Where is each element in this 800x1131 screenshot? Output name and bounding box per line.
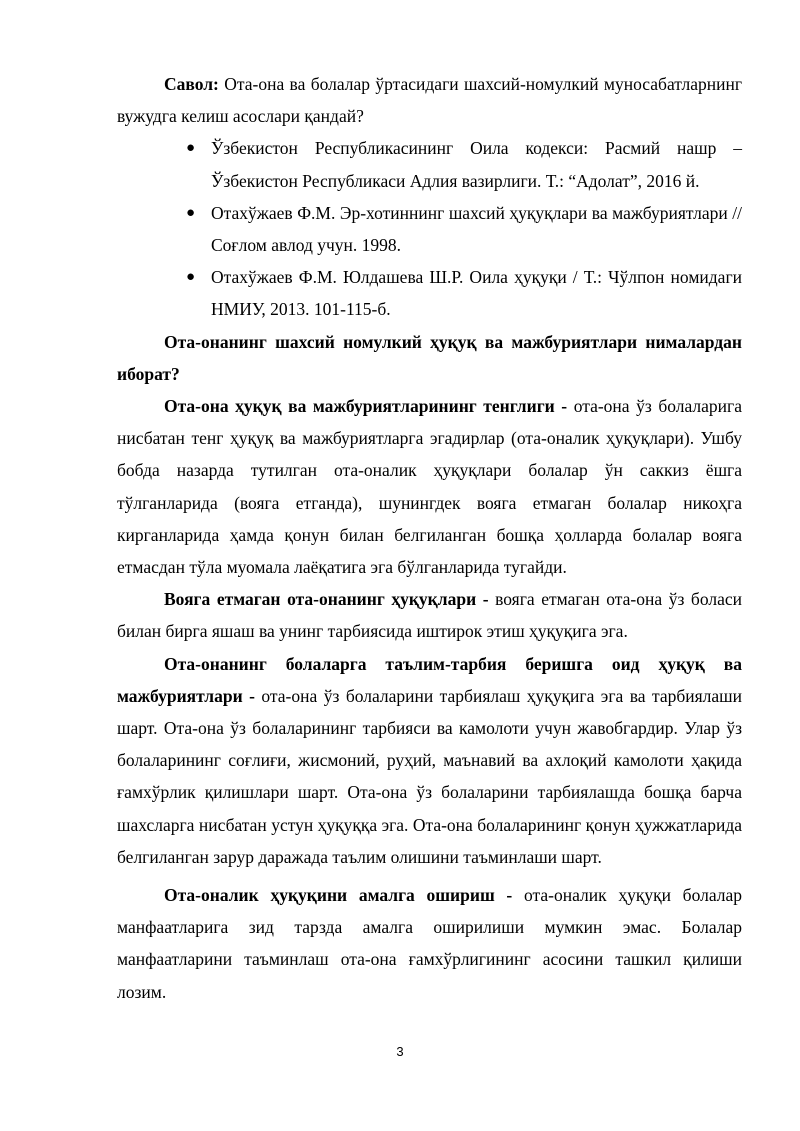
question-label: Савол: xyxy=(164,74,219,94)
page-content xyxy=(117,68,742,1008)
reference-text: Отахўжаев Ф.М. Эр-хотиннинг шахсий ҳуқуқлари ва мажбуриятлари // Соғлом авлод учун. 1998. xyxy=(211,202,742,256)
bullet-icon: ● xyxy=(186,269,196,286)
paragraph-text: вояга етмаган ота-она ўз боласи билан бирга яшаш ва унинг тарбиясида иштирок этиш ҳуқуқига эга. xyxy=(117,589,742,642)
reference-item xyxy=(186,197,742,261)
paragraph-text: ота-она ўз болаларига нисбатан тенг ҳуқуқ ва мажбуриятларга эгадирлар (ота-оналик ҳуқуқлари). Ушбу бобда назарда тутилган ота-оналик ҳуқуқлари болалар ўн саккиз ёшга тўлганларида (вояга етганда), шунингдек вояга етмаган болалар никоҳга кирганларида ҳамда қонун билан белгиланган бошқа ҳолларда болалар вояга етмасдан тўла муомала лаёқатига эга бўлганларида тугайди. xyxy=(117,396,742,578)
page-number: 3 xyxy=(396,1044,404,1059)
paragraph-text: ота-оналик ҳуқуқи болалар манфаатларига зид тарзда амалга оширилиши мумкин эмас. Болалар манфаатларини таъминлаш ота-она ғамхўрлигининг асосини ташкил қилиши лозим. xyxy=(117,885,742,1002)
paragraph-term: Вояга етмаган ота-онанинг ҳуқуқлари - xyxy=(164,589,489,610)
body-paragraph xyxy=(117,648,742,873)
body-paragraph xyxy=(117,390,742,583)
bullet-icon: ● xyxy=(186,204,196,221)
reference-text: Ўзбекистон Республикасининг Оила кодекси: Расмий нашр – Ўзбекистон Республикаси Адлия вазирлиги. Т.: “Адолат”, 2016 й. xyxy=(211,138,742,191)
section-heading-text: Ота-онанинг шахсий номулкий ҳуқуқ ва мажбуриятлари нималардан иборат? xyxy=(117,331,742,384)
question-paragraph xyxy=(117,68,742,132)
reference-item xyxy=(186,132,742,196)
bullet-icon: ● xyxy=(186,140,196,157)
paragraph-text: ота-она ўз болаларини тарбиялаш ҳуқуқига эга ва тарбиялаши шарт. Ота-она ўз болаларининг тарбияси ва камолоти учун жавобгардир. Улар ўз болаларининг соғлиғи, жисмоний, руҳий, маънавий ва ахлоқий камолоти ҳақида ғамхўрлик қилишлари шарт. Ота-она ўз болаларини тарбиялашда бошқа барча шахсларга нисбатан устун ҳуқуққа эга. Ота-она болаларининг қонун ҳужжатларида белгиланган зарур даражада таълим олишини таъминлаши шарт. xyxy=(117,685,742,867)
reference-text: Отахўжаев Ф.М. Юлдашева Ш.Р. Оила ҳуқуқи / Т.: Чўлпон номидаги НМИУ, 2013. 101-115-б. xyxy=(211,267,742,320)
body-paragraph xyxy=(117,879,742,1008)
references-list xyxy=(117,132,742,325)
paragraph-term: Ота-она ҳуқуқ ва мажбуриятларининг тенглиги - xyxy=(164,396,568,417)
question-text: Ота-она ва болалар ўртасидаги шахсий-номулкий муносабатларнинг вужудга келиш асослари қандай? xyxy=(117,74,742,127)
paragraph-term: Ота-оналик ҳуқуқини амалга ошириш - xyxy=(164,885,513,906)
section-heading xyxy=(117,326,742,390)
reference-item xyxy=(186,261,742,325)
body-paragraph xyxy=(117,583,742,647)
paragraph-term: Ота-онанинг болаларга таълим-тарбия беришга оид ҳуқуқ ва мажбуриятлари - xyxy=(117,653,742,706)
